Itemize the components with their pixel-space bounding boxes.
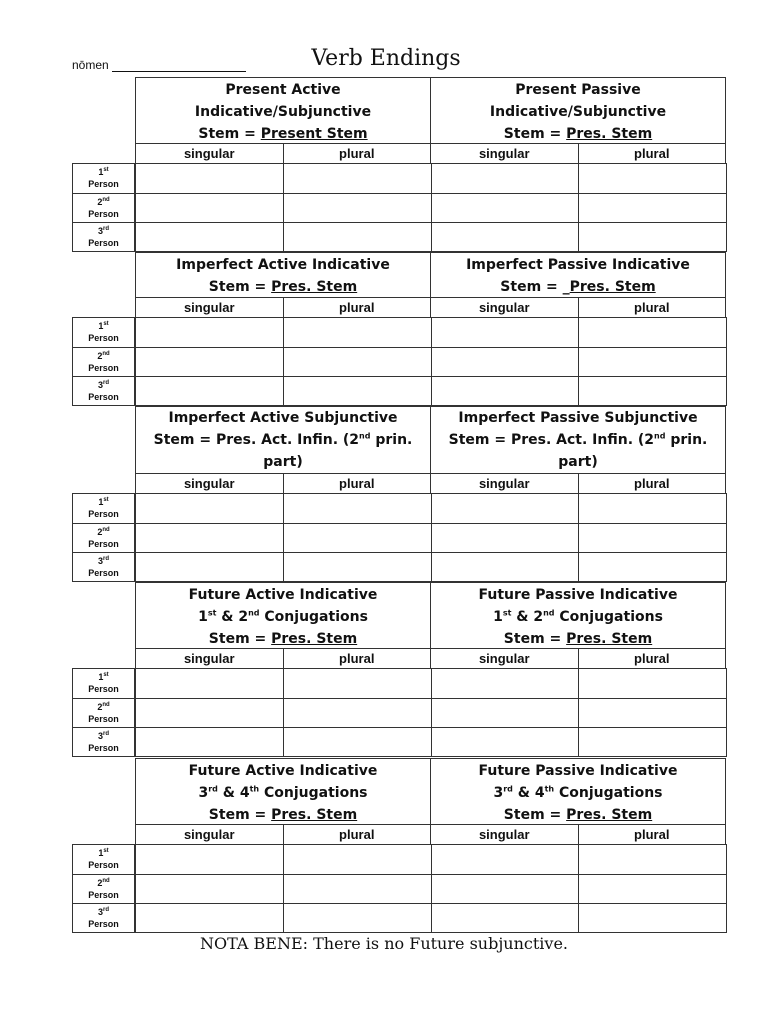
- person-label: 1st Person: [73, 669, 135, 698]
- column-header-row: singular plural singular plural: [135, 298, 726, 318]
- person-label: 2nd Person: [73, 875, 135, 903]
- answer-cell[interactable]: [578, 553, 726, 581]
- answer-cell[interactable]: [135, 699, 283, 727]
- answer-cell[interactable]: [283, 728, 431, 756]
- row-2nd-person: [73, 523, 726, 552]
- answer-cell[interactable]: [578, 669, 726, 698]
- nota-bene-note: NOTA BENE: There is no Future subjunctive.: [199, 934, 568, 953]
- person-label: 2nd Person: [73, 699, 135, 727]
- header-right: Future Passive Indicative 1st & 2nd Conjugations Stem = Pres. Stem: [430, 583, 725, 648]
- person-label: 3rd Person: [73, 553, 135, 581]
- answer-cell[interactable]: [135, 875, 283, 903]
- answer-cell[interactable]: [283, 524, 431, 552]
- person-label: 3rd Person: [73, 728, 135, 756]
- section-header: [135, 252, 726, 298]
- answer-cell[interactable]: [431, 318, 579, 347]
- answer-cell[interactable]: [431, 194, 579, 222]
- answer-cell[interactable]: [283, 845, 431, 874]
- row-2nd-person: [73, 698, 726, 727]
- answer-cell[interactable]: [135, 494, 283, 523]
- answer-cell[interactable]: [578, 904, 726, 932]
- answer-cell[interactable]: [578, 728, 726, 756]
- row-2nd-person: [73, 874, 726, 903]
- answer-cell[interactable]: [283, 164, 431, 193]
- row-2nd-person: [73, 347, 726, 376]
- person-label: 2nd Person: [73, 524, 135, 552]
- answer-cell[interactable]: [135, 553, 283, 581]
- answer-cell[interactable]: [283, 318, 431, 347]
- ending-grid: [72, 844, 727, 933]
- header-left: Future Active Indicative 1st & 2nd Conjugations Stem = Pres. Stem: [188, 587, 378, 647]
- answer-cell[interactable]: [135, 524, 283, 552]
- answer-cell[interactable]: [283, 194, 431, 222]
- section-header: [135, 77, 726, 144]
- header-left: Imperfect Active Indicative Stem = Pres. Stem: [176, 257, 390, 295]
- row-1st-person: [73, 318, 726, 347]
- header-left: Imperfect Active Subjunctive Stem = Pres. Act. Infin. (2nd prin. part): [153, 410, 413, 470]
- answer-cell[interactable]: [283, 553, 431, 581]
- person-label: 3rd Person: [73, 377, 135, 405]
- answer-cell[interactable]: [578, 524, 726, 552]
- header-right: Imperfect Passive Indicative Stem = _Pres. Stem: [430, 253, 725, 297]
- answer-cell[interactable]: [431, 494, 579, 523]
- ending-grid: [72, 317, 727, 406]
- section-header: [135, 582, 726, 649]
- answer-cell[interactable]: [283, 377, 431, 405]
- answer-cell[interactable]: [431, 223, 579, 251]
- answer-cell[interactable]: [135, 728, 283, 756]
- row-2nd-person: [73, 193, 726, 222]
- answer-cell[interactable]: [135, 164, 283, 193]
- answer-cell[interactable]: [431, 699, 579, 727]
- answer-cell[interactable]: [578, 318, 726, 347]
- person-label: 1st Person: [73, 845, 135, 874]
- row-1st-person: [73, 164, 726, 193]
- header-left: Future Active Indicative 3rd & 4th Conjugations Stem = Pres. Stem: [188, 763, 378, 823]
- row-3rd-person: [73, 222, 726, 251]
- section-header: [135, 758, 726, 825]
- answer-cell[interactable]: [578, 494, 726, 523]
- page-title: Verb Endings: [311, 46, 461, 71]
- row-3rd-person: [73, 727, 726, 756]
- ending-grid: [72, 668, 727, 757]
- answer-cell[interactable]: [135, 223, 283, 251]
- person-label: 3rd Person: [73, 904, 135, 932]
- answer-cell[interactable]: [578, 699, 726, 727]
- column-header-row: singular plural singular plural: [135, 649, 726, 669]
- answer-cell[interactable]: [135, 348, 283, 376]
- answer-cell[interactable]: [283, 875, 431, 903]
- answer-cell[interactable]: [431, 348, 579, 376]
- answer-cell[interactable]: [578, 845, 726, 874]
- answer-cell[interactable]: [283, 904, 431, 932]
- answer-cell[interactable]: [431, 553, 579, 581]
- answer-cell[interactable]: [431, 377, 579, 405]
- person-label: 1st Person: [73, 164, 135, 193]
- name-label: nōmen: [72, 58, 109, 72]
- column-header-row: singular plural singular plural: [135, 825, 726, 845]
- answer-cell[interactable]: [431, 669, 579, 698]
- answer-cell[interactable]: [578, 223, 726, 251]
- section-header: [135, 406, 726, 474]
- answer-cell[interactable]: [283, 223, 431, 251]
- answer-cell[interactable]: [578, 377, 726, 405]
- row-3rd-person: [73, 552, 726, 581]
- answer-cell[interactable]: [578, 875, 726, 903]
- answer-cell[interactable]: [431, 524, 579, 552]
- answer-cell[interactable]: [135, 318, 283, 347]
- answer-cell[interactable]: [283, 348, 431, 376]
- row-3rd-person: [73, 903, 726, 932]
- person-label: 1st Person: [73, 318, 135, 347]
- column-header-row: singular plural singular plural: [135, 474, 726, 494]
- answer-cell[interactable]: [135, 194, 283, 222]
- header-right: Present Passive Indicative/Subjunctive Stem = Pres. Stem: [430, 78, 725, 143]
- answer-cell[interactable]: [431, 728, 579, 756]
- answer-cell[interactable]: [578, 164, 726, 193]
- answer-cell[interactable]: [578, 194, 726, 222]
- row-3rd-person: [73, 376, 726, 405]
- ending-grid: [72, 163, 727, 252]
- answer-cell[interactable]: [283, 699, 431, 727]
- answer-cell[interactable]: [283, 494, 431, 523]
- header-left: Present Active Indicative/Subjunctive Stem = Present Stem: [194, 82, 372, 142]
- answer-cell[interactable]: [431, 164, 579, 193]
- answer-cell[interactable]: [578, 348, 726, 376]
- column-header-row: singular plural singular plural: [135, 144, 726, 164]
- answer-cell[interactable]: [431, 904, 579, 932]
- row-1st-person: [73, 845, 726, 874]
- person-label: 3rd Person: [73, 223, 135, 251]
- person-label: 2nd Person: [73, 348, 135, 376]
- answer-cell[interactable]: [431, 875, 579, 903]
- answer-cell[interactable]: [135, 377, 283, 405]
- header-right: Imperfect Passive Subjunctive Stem = Pres. Act. Infin. (2nd prin. part): [430, 407, 725, 473]
- row-1st-person: [73, 494, 726, 523]
- answer-cell[interactable]: [431, 845, 579, 874]
- answer-cell[interactable]: [135, 904, 283, 932]
- answer-cell[interactable]: [135, 845, 283, 874]
- header-right: Future Passive Indicative 3rd & 4th Conjugations Stem = Pres. Stem: [430, 759, 725, 824]
- person-label: 2nd Person: [73, 194, 135, 222]
- row-1st-person: [73, 669, 726, 698]
- person-label: 1st Person: [73, 494, 135, 523]
- answer-cell[interactable]: [283, 669, 431, 698]
- answer-cell[interactable]: [135, 669, 283, 698]
- ending-grid: [72, 493, 727, 582]
